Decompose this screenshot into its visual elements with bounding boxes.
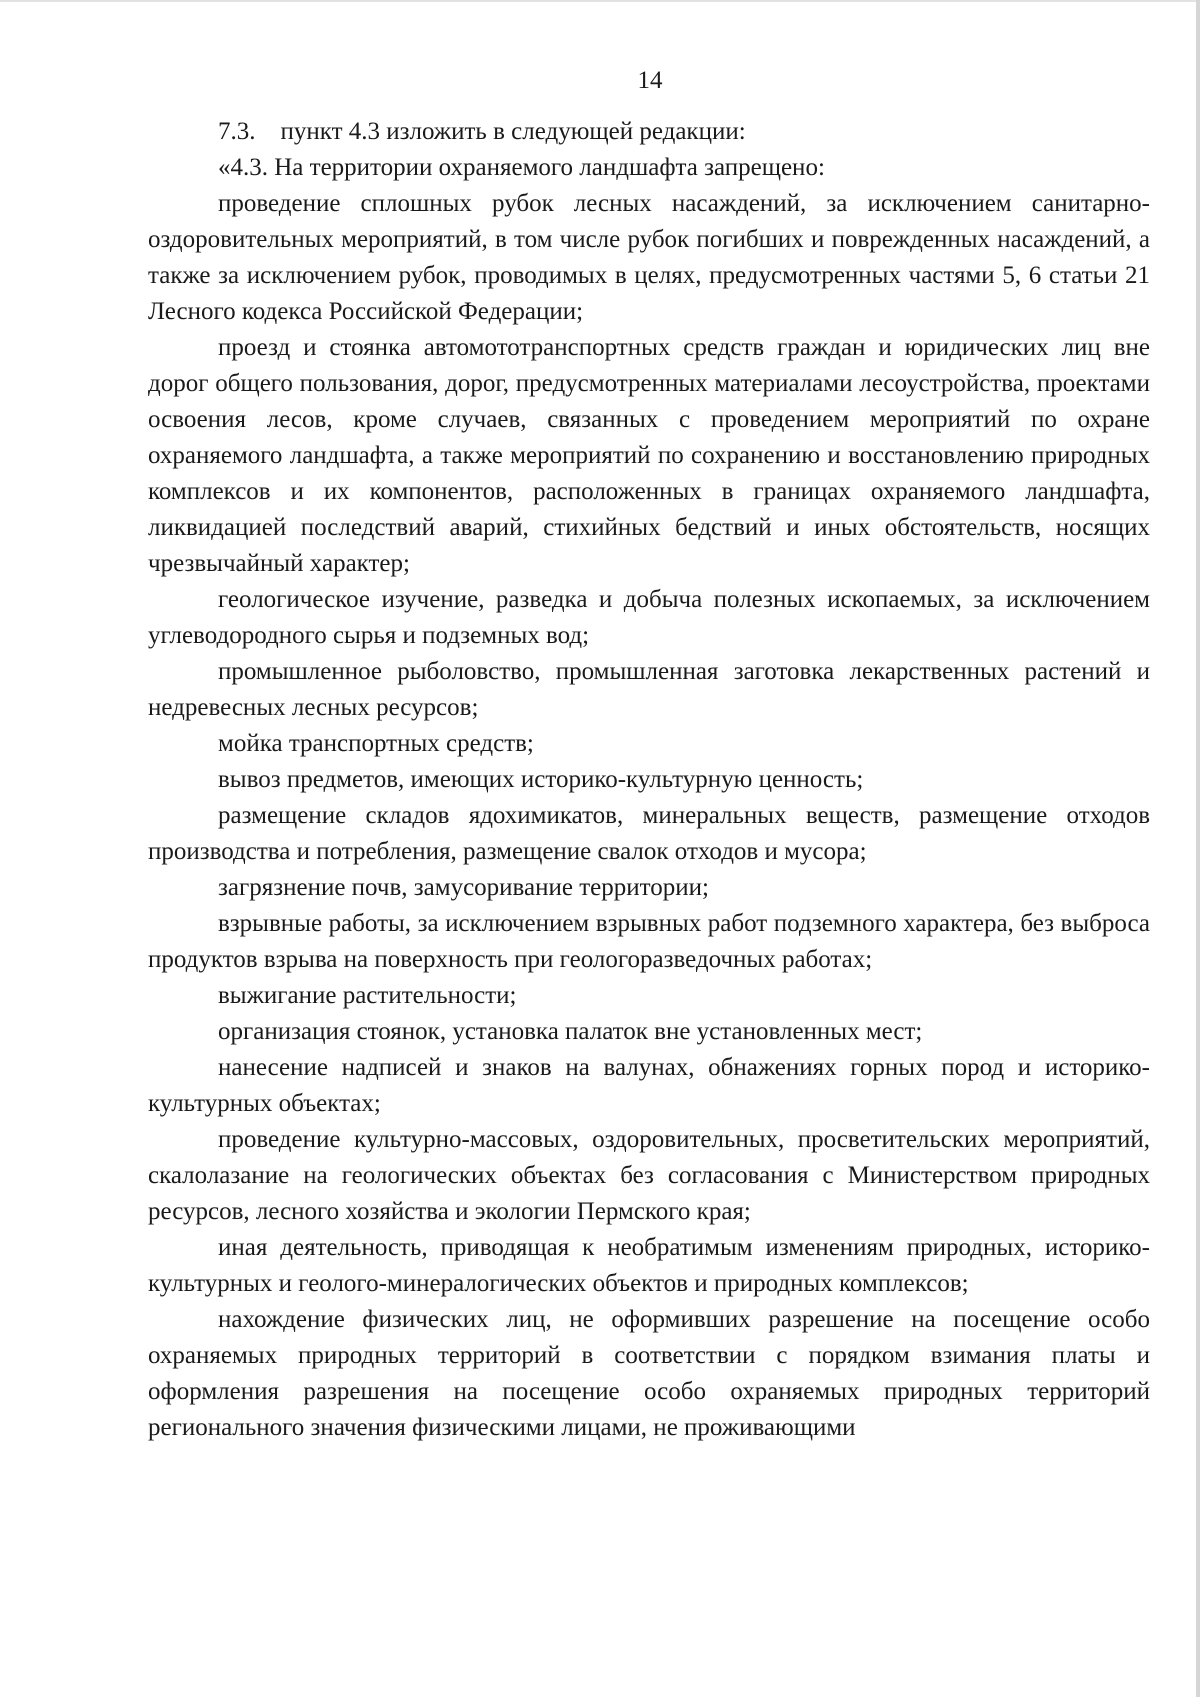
paragraph-blasting: взрывные работы, за исключением взрывных работ подземного характера, без выброса продуктов взрыва на поверхность при геологоразведочных работах; xyxy=(148,910,1150,973)
paragraph-clear-cutting: проведение сплошных рубок лесных насаждений, за исключением санитарно-оздоровительных мероприятий, в том числе рубок погибших и поврежденных насаждений, а также за исключением рубок, проводимых в целях, предусмотренных частями 5, 6 статьи 21 Лесного кодекса Российской Федерации; xyxy=(148,190,1150,325)
paragraph-removal-of-objects: вывоз предметов, имеющих историко-культурную ценность; xyxy=(218,766,864,793)
paragraph-industrial-fishing: промышленное рыболовство, промышленная заготовка лекарственных растений и недревесных лесных ресурсов; xyxy=(148,658,1150,721)
paragraph-item-7-3: 7.3. пункт 4.3 изложить в следующей редакции: xyxy=(218,118,746,145)
paragraph-camping: организация стоянок, установка палаток вне установленных мест; xyxy=(218,1018,923,1045)
paragraph-burning-vegetation: выжигание растительности; xyxy=(218,982,517,1009)
document-body xyxy=(148,114,1150,1446)
paragraph-item-4-3-heading: «4.3. На территории охраняемого ландшафта запрещено: xyxy=(218,154,825,181)
paragraph-vehicle-washing: мойка транспортных средств; xyxy=(218,730,534,757)
scan-top-edge xyxy=(0,0,1200,2)
paragraph-storage-and-waste: размещение складов ядохимикатов, минеральных веществ, размещение отходов производства и потребления, размещение свалок отходов и мусора; xyxy=(148,802,1150,865)
paragraph-visitor-permit: нахождение физических лиц, не оформивших разрешение на посещение особо охраняемых природных территорий в соответствии с порядком взимания платы и оформления разрешения на посещение особо охраняемых природных территорий регионального значения физическими лицами, не проживающими xyxy=(148,1306,1150,1441)
paragraph-vehicle-access: проезд и стоянка автомототранспортных средств граждан и юридических лиц вне дорог общего пользования, дорог, предусмотренных материалами лесоустройства, проектами освоения лесов, кроме случаев, связанных с проведением мероприятий по охране охраняемого ландшафта, а также мероприятий по сохранению и восстановлению природных комплексов и их компонентов, расположенных в границах охраняемого ландшафта, ликвидацией последствий аварий, стихийных бедствий и иных обстоятельств, носящих чрезвычайный характер; xyxy=(148,334,1150,577)
scan-right-edge xyxy=(1196,0,1200,1697)
page-number: 14 xyxy=(637,67,663,94)
paragraph-inscriptions: нанесение надписей и знаков на валунах, обнажениях горных пород и историко-культурных объектах; xyxy=(148,1054,1150,1117)
paragraph-geological-exploration: геологическое изучение, разведка и добыча полезных ископаемых, за исключением углеводородного сырья и подземных вод; xyxy=(148,586,1150,649)
paragraph-mass-events: проведение культурно-массовых, оздоровительных, просветительских мероприятий, скалолазание на геологических объектах без согласования с Министерством природных ресурсов, лесного хозяйства и экологии Пермского края; xyxy=(148,1126,1150,1225)
paragraph-other-activity: иная деятельность, приводящая к необратимым изменениям природных, историко-культурных и геолого-минералогических объектов и природных комплексов; xyxy=(148,1234,1150,1297)
paragraph-soil-pollution: загрязнение почв, замусоривание территории; xyxy=(218,874,709,901)
